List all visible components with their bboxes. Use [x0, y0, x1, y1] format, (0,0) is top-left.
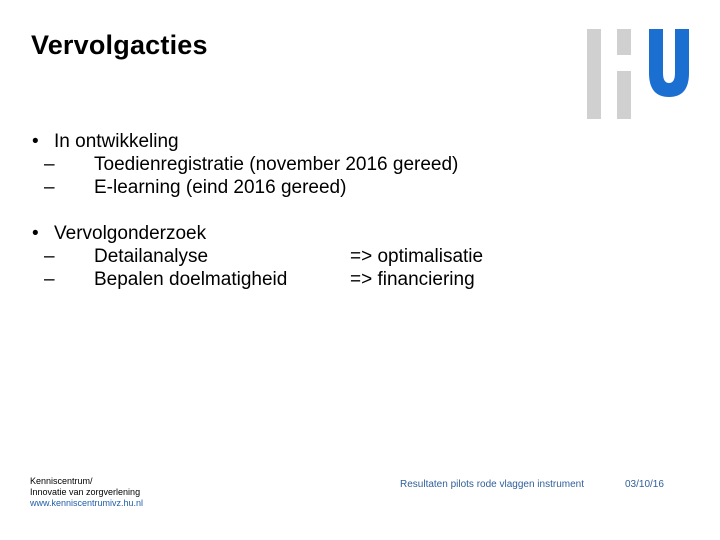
- subitem-outcome: => optimalisatie: [350, 246, 484, 267]
- bullet-text: In ontwikkeling: [54, 131, 179, 152]
- footer-org-line2: Innovatie van zorgverlening: [30, 487, 141, 497]
- logo-bar-middle-bottom: [617, 71, 631, 119]
- subitem-outcome: => financiering: [350, 269, 475, 290]
- bullet-text: Vervolgonderzoek: [54, 223, 207, 244]
- subitem-e-learning: [32, 176, 458, 199]
- logo-u-shape: [649, 29, 689, 97]
- subitem-text: Toedienregistratie (november 2016 gereed): [94, 154, 459, 175]
- subitem-bepalen-doelmatigheid: [32, 268, 475, 291]
- footer-date: 03/10/16: [625, 479, 664, 490]
- bullet-icon: •: [32, 223, 39, 244]
- subitem-text: Bepalen doelmatigheid: [94, 269, 288, 290]
- footer-organization: [30, 476, 143, 509]
- slide-title: Vervolgacties: [31, 30, 208, 60]
- subitem-text: Detailanalyse: [94, 246, 209, 267]
- footer-url-link[interactable]: www.kenniscentrumivz.hu.nl: [30, 498, 144, 508]
- logo-bar-left: [587, 29, 601, 119]
- subitem-toedienregistratie: [32, 153, 458, 176]
- dash-icon: –: [44, 246, 55, 267]
- logo-bar-middle-top: [617, 29, 631, 55]
- bullet-icon: •: [32, 131, 39, 152]
- subitem-text: E-learning (eind 2016 gereed): [94, 177, 347, 198]
- dash-icon: –: [44, 177, 55, 198]
- subitem-detailanalyse: [32, 245, 484, 268]
- dash-icon: –: [44, 269, 55, 290]
- bullet-in-ontwikkeling: [32, 130, 458, 153]
- bullet-vervolgonderzoek: [32, 222, 458, 245]
- hu-logo: [585, 29, 691, 119]
- footer-presentation-title: Resultaten pilots rode vlaggen instrument: [400, 479, 584, 490]
- footer-org-line1: Kenniscentrum/: [30, 476, 93, 486]
- dash-icon: –: [44, 154, 55, 175]
- slide-content: [32, 130, 484, 291]
